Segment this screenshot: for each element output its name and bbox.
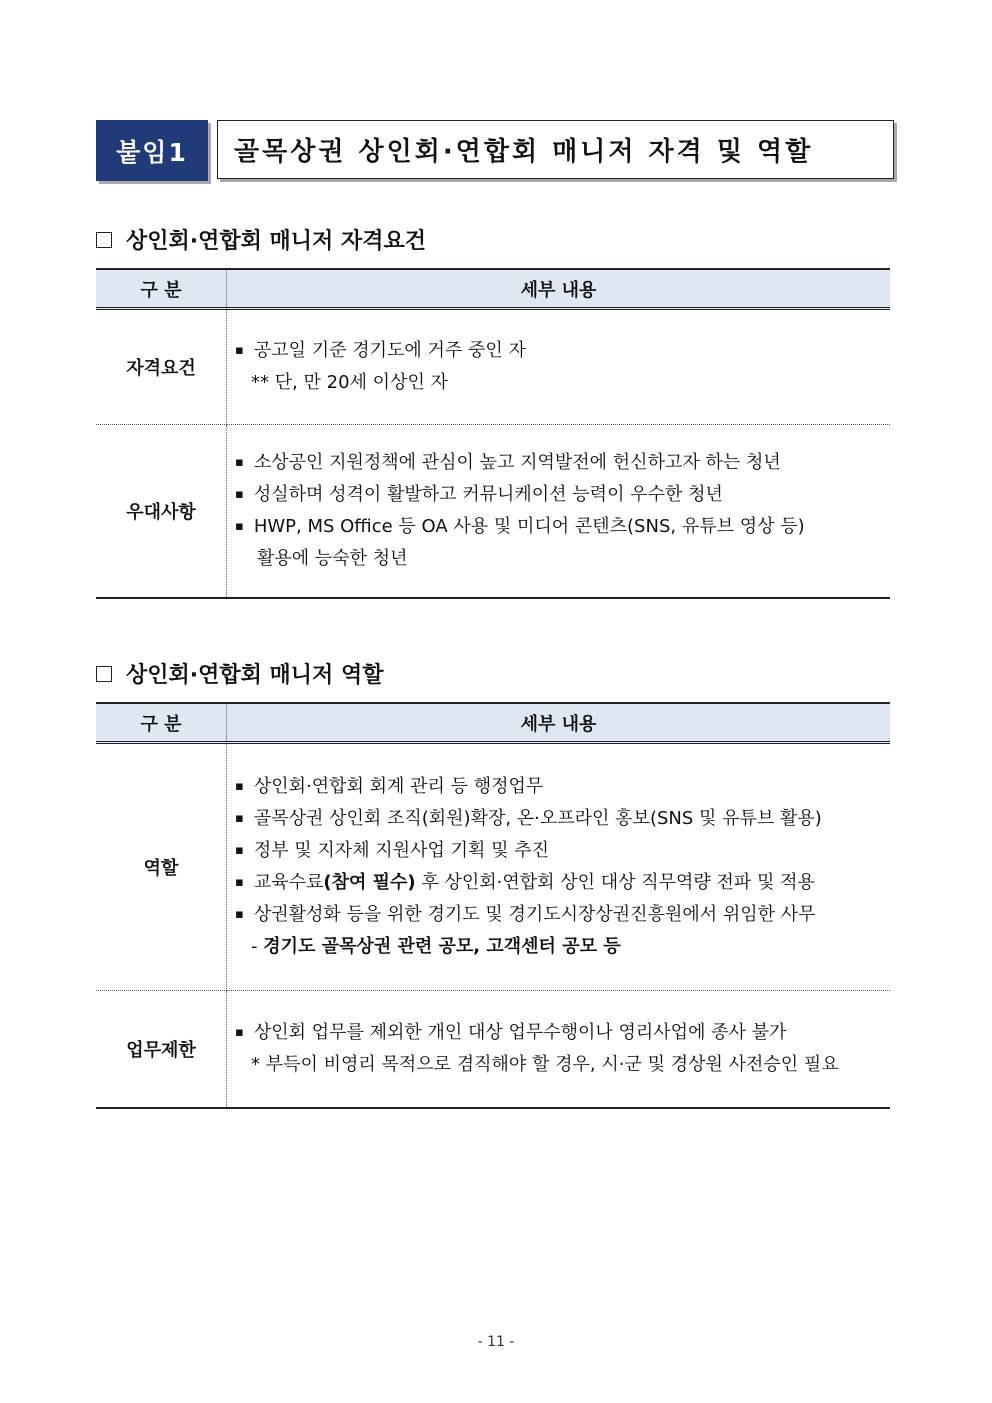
- row-content: [227, 743, 891, 991]
- header-details: 세부 내용: [227, 269, 891, 309]
- header-category: 구 분: [96, 269, 227, 309]
- list-item: ▪ 상인회 업무를 제외한 개인 대상 업무수행이나 영리사업에 종사 불가: [235, 1017, 890, 1049]
- list-item: ▪ 골목상권 상인회 조직(회원)확장, 온·오프라인 홍보(SNS 및 유튜브 활용): [235, 803, 890, 835]
- emphasis-text: 경기도 골목상권 관련 공모, 고객센터 공모 등: [263, 936, 621, 957]
- attachment-badge: 붙임1: [96, 120, 208, 181]
- list-item: ▪ 상권활성화 등을 위한 경기도 및 경기도시장상권진흥원에서 위임한 사무: [235, 899, 890, 931]
- section-heading-qualifications: [96, 224, 426, 255]
- roles-table: [96, 702, 890, 1109]
- row-label: 자격요건: [96, 309, 227, 425]
- list-subitem: [235, 931, 890, 963]
- row-content: [227, 309, 891, 425]
- table-header: [96, 703, 890, 743]
- list-note: * 부득이 비영리 목적으로 겸직해야 할 경우, 시·군 및 경상원 사전승인 필요: [251, 1054, 839, 1075]
- row-label: 우대사항: [96, 425, 227, 599]
- list-item-continuation: 활용에 능숙한 청년: [257, 548, 408, 569]
- qualifications-table: [96, 268, 890, 599]
- checkbox-icon: [96, 232, 112, 248]
- list-item: [235, 867, 890, 899]
- table-row: [96, 309, 890, 425]
- row-content: [227, 991, 891, 1109]
- document-title: [96, 120, 896, 181]
- row-label: 업무제한: [96, 991, 227, 1109]
- header-details: 세부 내용: [227, 703, 891, 743]
- section-heading-text: 상인회·연합회 매니저 자격요건: [126, 229, 426, 254]
- table-row: [96, 991, 890, 1109]
- title-text: 골목상권 상인회·연합회 매니저 자격 및 역할: [217, 120, 894, 179]
- section-heading-text: 상인회·연합회 매니저 역할: [126, 663, 384, 688]
- list-item-text: 교육수료: [253, 872, 324, 893]
- header-category: 구 분: [96, 703, 227, 743]
- list-item: ▪ 정부 및 지자체 지원사업 기획 및 추진: [235, 835, 890, 867]
- checkbox-icon: [96, 666, 112, 682]
- dash-marker: -: [251, 936, 264, 957]
- list-note: ** 단, 만 20세 이상인 자: [251, 372, 448, 393]
- list-item-text: 후 상인회·연합회 상인 대상 직무역량 전파 및 적용: [415, 872, 815, 893]
- page-number: - 11 -: [477, 1334, 515, 1350]
- row-content: [227, 425, 891, 599]
- table-row: [96, 425, 890, 599]
- table-row: [96, 743, 890, 991]
- list-item: ▪ 소상공인 지원정책에 관심이 높고 지역발전에 헌신하고자 하는 청년: [235, 447, 890, 479]
- table-header: [96, 269, 890, 309]
- row-label: 역할: [96, 743, 227, 991]
- emphasis-text: (참여 필수): [323, 872, 416, 893]
- list-item: ▪ 공고일 기준 경기도에 거주 중인 자: [235, 335, 890, 367]
- list-item: ▪ 성실하며 성격이 활발하고 커뮤니케이션 능력이 우수한 청년: [235, 479, 890, 511]
- list-item: ▪ 상인회·연합회 회계 관리 등 행정업무: [235, 771, 890, 803]
- section-heading-roles: [96, 658, 383, 689]
- list-item: ▪ HWP, MS Office 등 OA 사용 및 미디어 콘텐츠(SNS, 유튜브 영상 등): [235, 511, 890, 543]
